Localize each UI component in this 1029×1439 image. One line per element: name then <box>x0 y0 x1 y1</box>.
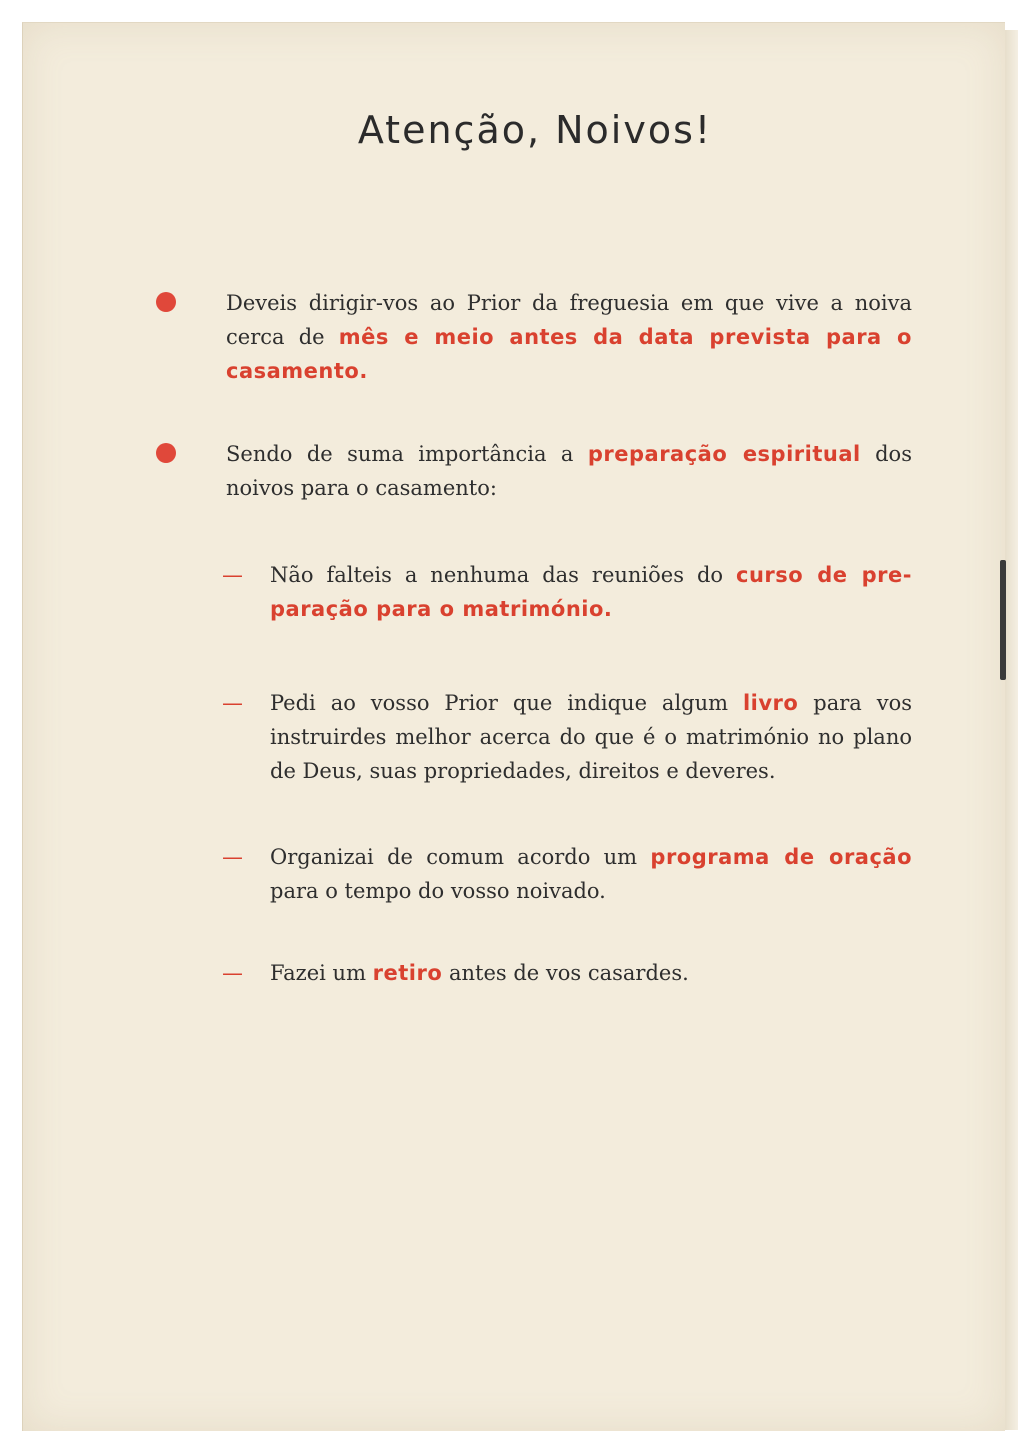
paragraph-2-text-end: dos noivos para o casamento: <box>226 442 912 500</box>
paragraph-1-highlight: mês e meio antes da data prevista para o casamento. <box>226 325 912 383</box>
paragraph-2-text: Sendo de suma importância a <box>226 442 588 466</box>
paragraph-2-highlight: preparação espiritual <box>587 442 861 466</box>
subitem-3 <box>270 840 912 908</box>
subitem-1-text: Não falteis a nenhuma das reuniões do <box>270 563 736 587</box>
subitem-2-text: Pedi ao vosso Prior que indique algum <box>270 691 743 715</box>
subitem-3-highlight: programa de oração <box>650 845 913 869</box>
dash-marker: — <box>222 691 243 715</box>
bullet-icon <box>156 292 176 312</box>
dash-marker: — <box>222 563 243 587</box>
subitem-1 <box>270 558 912 626</box>
subitem-3-text: Organizai de comum acordo um <box>270 845 651 869</box>
subitem-2 <box>270 686 912 788</box>
bullet-icon <box>156 443 176 463</box>
subitem-2-text-end: para vos instruirdes melhor acerca do que é o matrimónio no plano de Deus, suas propriedades, direitos e deveres. <box>270 691 912 783</box>
paragraph-1 <box>226 286 912 388</box>
paragraph-1-text: Deveis dirigir-vos ao Prior da freguesia em que vive a noiva cerca de <box>226 291 912 349</box>
dash-marker: — <box>222 961 243 985</box>
subitem-3-text-end: para o tempo do vosso noivado. <box>270 879 606 903</box>
subitem-2-highlight: livro <box>742 691 799 715</box>
dash-marker: — <box>222 845 243 869</box>
subitem-4-text-end: antes de vos casardes. <box>442 961 689 985</box>
subitem-4 <box>270 956 912 990</box>
subitem-4-highlight: retiro <box>372 961 443 985</box>
page-edge-shadow <box>1004 30 1018 1430</box>
staple-mark <box>1000 560 1006 680</box>
subitem-4-text: Fazei um <box>270 961 373 985</box>
subitem-1-highlight: curso de pre-paração para o matrimónio. <box>270 563 912 621</box>
paragraph-2 <box>226 437 912 505</box>
page-title: Atenção, Noivos! <box>357 108 713 152</box>
